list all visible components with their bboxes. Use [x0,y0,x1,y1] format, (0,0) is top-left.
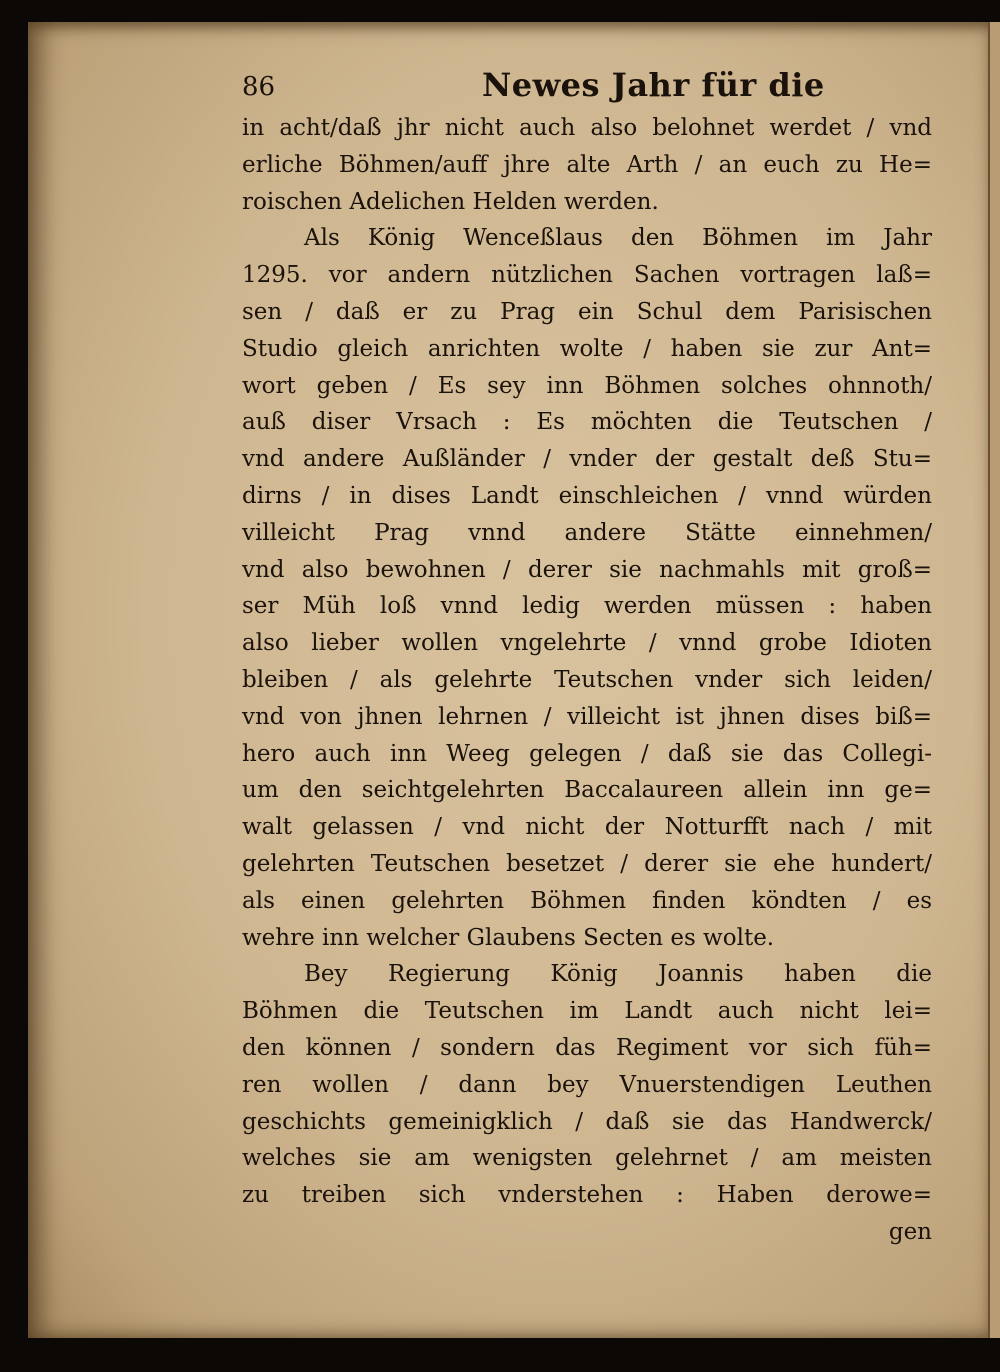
text-line: 1295. vor andern nützlichen Sachen vortragen laß= [242,262,932,289]
text-line: villeicht Prag vnnd andere Stätte einnehmen/ [242,519,932,546]
text-line: zu treiben sich vnderstehen : Haben derowe= [242,1182,932,1209]
text-line: sen / daß er zu Prag ein Schul dem Parisischen [242,298,932,325]
page-number: 86 [242,72,276,102]
text-line: vnd von jhnen lehrnen / villeicht ist jhnen dises biß= [242,703,932,730]
text-line: ser Müh loß vnnd ledig werden müssen : haben [242,593,932,620]
text-line: vnd also bewohnen / derer sie nachmahls mit groß= [242,556,932,583]
paragraph-start-line: Als König Wenceßlaus den Böhmen im Jahr [304,225,932,252]
text-line: Studio gleich anrichten wolte / haben sie zur Ant= [242,335,932,362]
paragraph-start-line: Bey Regierung König Joannis haben die [304,961,932,988]
text-line: gelehrten Teutschen besetzet / derer sie ehe hundert/ [242,850,932,877]
next-page-edge [988,22,1000,1338]
text-line: den können / sondern das Regiment vor sich füh= [242,1034,932,1061]
text-line: wehre inn welcher Glaubens Secten es wolte. [242,924,775,951]
text-line: auß diser Vrsach : Es möchten die Teutschen / [242,409,932,436]
text-line: wort geben / Es sey inn Böhmen solches ohnnoth/ [242,372,932,399]
text-line: vnd andere Außländer / vnder der gestalt deß Stu= [242,446,932,473]
text-line: in acht/daß jhr nicht auch also belohnet werdet / vnd [242,115,932,141]
text-line: geschichts gemeinigklich / daß sie das Handwerck/ [242,1108,932,1135]
text-line: walt gelassen / vnd nicht der Notturfft nach / mit [242,814,932,841]
running-head: Newes Jahr für die [482,66,825,104]
text-line: als einen gelehrten Böhmen finden köndten / es [242,887,932,914]
text-line: hero auch inn Weeg gelegen / daß sie das Collegi- [242,740,932,767]
catchword: gen [888,1218,932,1245]
text-line: welches sie am wenigsten gelehrnet / am meisten [242,1145,932,1172]
text-line: also lieber wollen vngelehrte / vnnd grobe Idioten [242,630,932,657]
text-line: dirns / in dises Landt einschleichen / vnnd würden [242,482,932,509]
text-line: bleiben / als gelehrte Teutschen vnder sich leiden/ [242,666,932,693]
text-line: roischen Adelichen Helden werden. [242,188,659,215]
text-line: erliche Böhmen/auff jhre alte Arth / an euch zu He= [242,151,932,178]
text-line: ren wollen / dann bey Vnuerstendigen Leuthen [242,1071,932,1098]
page-header [242,66,932,106]
text-line: um den seichtgelehrten Baccalaureen allein inn ge= [242,777,932,804]
text-line: Böhmen die Teutschen im Landt auch nicht lei= [242,998,932,1025]
body-text [242,110,932,1251]
